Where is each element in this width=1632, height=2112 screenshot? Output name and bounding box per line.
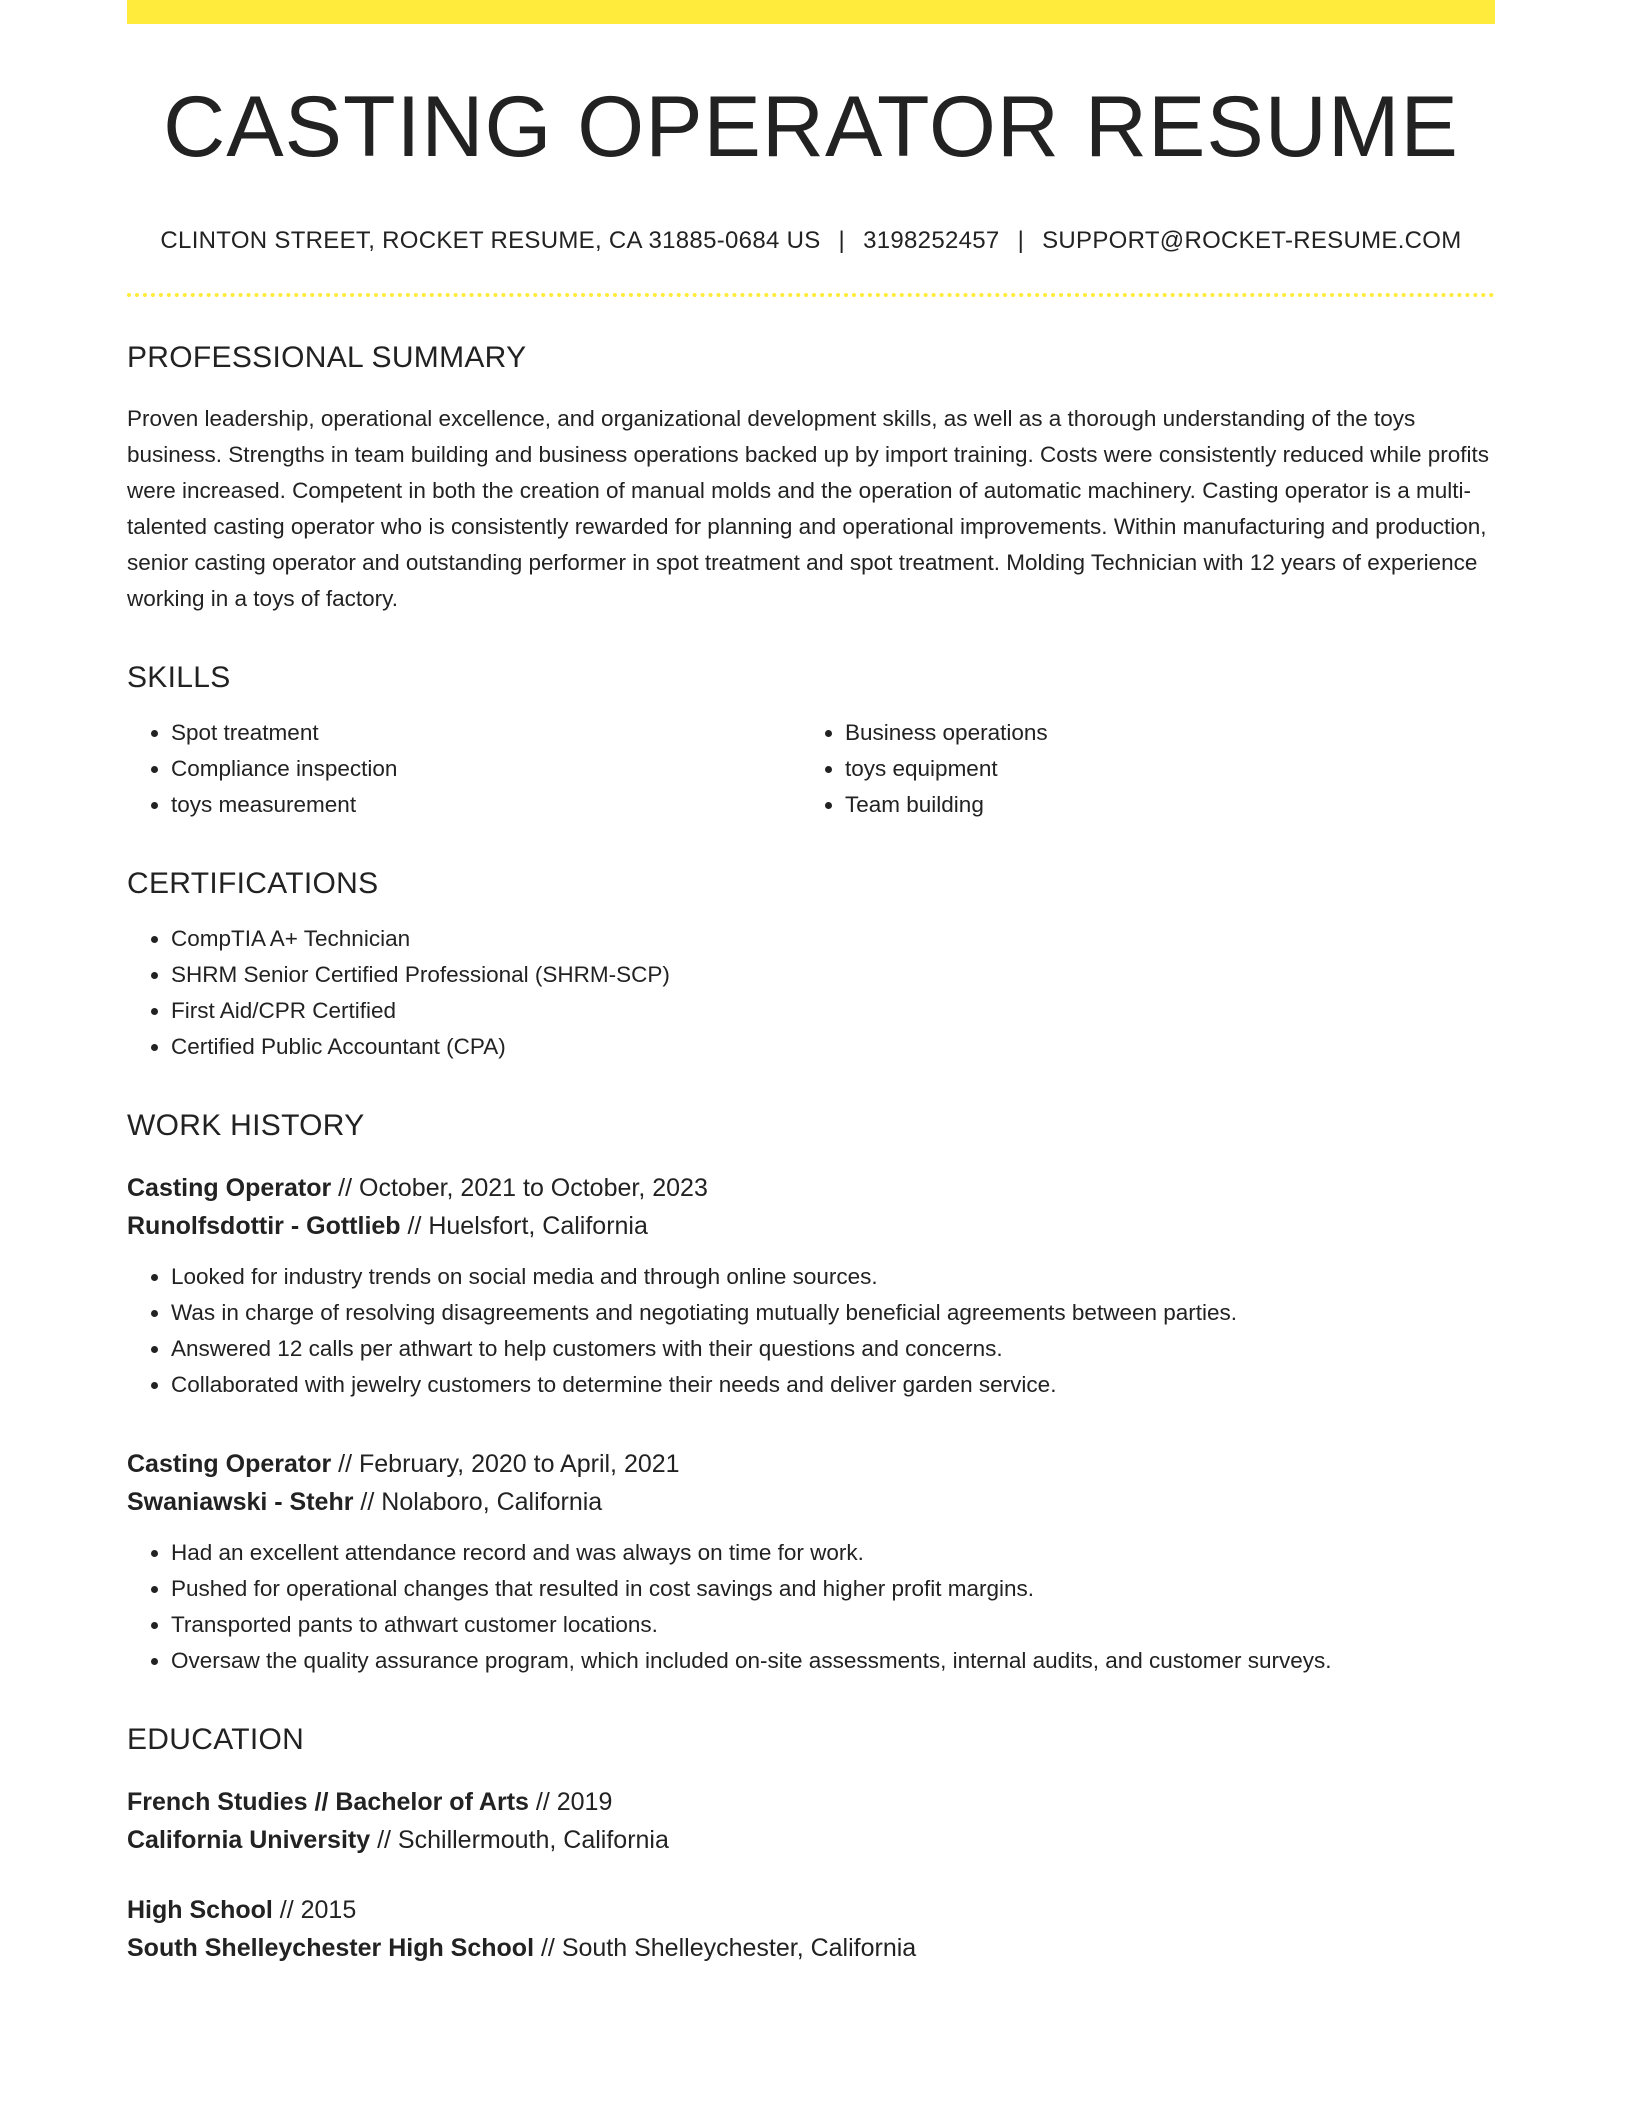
skill-item: • Business operations xyxy=(845,715,1475,751)
skill-item: • toys measurement xyxy=(171,787,801,823)
education-location: // Schillermouth, California xyxy=(377,1825,669,1854)
education-degree-line xyxy=(127,1783,1495,1821)
job-dates: // February, 2020 to April, 2021 xyxy=(338,1449,680,1478)
education-degree: High School xyxy=(127,1895,273,1924)
job-bullet: • Oversaw the quality assurance program, which included on-site assessments, internal audits, and customer surveys. xyxy=(171,1643,1495,1679)
job-bullets xyxy=(127,1535,1495,1679)
contact-line xyxy=(127,227,1495,255)
skills-heading: SKILLS xyxy=(127,660,231,694)
education-entry xyxy=(127,1783,1495,1859)
top-accent-bar xyxy=(127,0,1495,24)
job-bullet: • Transported pants to athwart customer locations. xyxy=(171,1607,1495,1643)
resume-page xyxy=(127,0,1495,1967)
job-bullet: • Had an excellent attendance record and was always on time for work. xyxy=(171,1535,1495,1571)
contact-address: CLINTON STREET, ROCKET RESUME, CA 31885-0684 US xyxy=(160,226,821,254)
education-year: // 2019 xyxy=(535,1787,613,1816)
education-location: // South Shelleychester, California xyxy=(540,1933,917,1962)
job-location: // Nolaboro, California xyxy=(360,1487,603,1516)
education-degree: French Studies // Bachelor of Arts xyxy=(127,1787,529,1816)
skill-item: • Compliance inspection xyxy=(171,751,801,787)
skills-list xyxy=(127,715,1495,823)
summary-text: Proven leadership, operational excellence, and organizational development skills, as well as a thorough understanding of the toys business. Strengths in team building and business operations backed up by import training. Costs were consistently reduced while profits were increased. Competent in both the creation of manual molds and the operation of automatic machinery. Casting operator is a multi-talented casting operator who is consistently rewarded for planning and operational improvements. Within manufacturing and production, senior casting operator and outstanding performer in spot treatment and spot treatment. Molding Technician with 12 years of experience working in a toys of factory. xyxy=(127,405,1489,611)
certifications-heading: CERTIFICATIONS xyxy=(127,866,379,900)
job-company: Runolfsdottir - Gottlieb xyxy=(127,1211,401,1240)
job-entry xyxy=(127,1169,1495,1403)
skill-item: • toys equipment xyxy=(845,751,1475,787)
job-title-line xyxy=(127,1445,1495,1483)
skills-column-left xyxy=(127,715,801,823)
job-bullet: • Looked for industry trends on social media and through online sources. xyxy=(171,1259,1495,1295)
skill-item: • Spot treatment xyxy=(171,715,801,751)
job-company: Swaniawski - Stehr xyxy=(127,1487,354,1516)
job-dates: // October, 2021 to October, 2023 xyxy=(338,1173,708,1202)
dotted-divider xyxy=(127,293,1495,297)
job-bullet: • Pushed for operational changes that resulted in cost savings and higher profit margins. xyxy=(171,1571,1495,1607)
contact-email: SUPPORT@ROCKET-RESUME.COM xyxy=(1042,226,1462,254)
job-company-line xyxy=(127,1207,1495,1245)
job-bullet: • Answered 12 calls per athwart to help customers with their questions and concerns. xyxy=(171,1331,1495,1367)
work-history-heading: WORK HISTORY xyxy=(127,1108,365,1142)
certifications-list xyxy=(127,921,1495,1065)
contact-separator: | xyxy=(1017,226,1025,254)
education-school-line xyxy=(127,1821,1495,1859)
job-entry xyxy=(127,1445,1495,1679)
education-heading: EDUCATION xyxy=(127,1722,305,1756)
certification-item: • SHRM Senior Certified Professional (SHRM-SCP) xyxy=(171,957,1495,993)
contact-separator: | xyxy=(838,226,846,254)
job-company-line xyxy=(127,1483,1495,1521)
certification-item: • CompTIA A+ Technician xyxy=(171,921,1495,957)
education-degree-line xyxy=(127,1891,1495,1929)
skill-item: • Team building xyxy=(845,787,1475,823)
summary-heading: PROFESSIONAL SUMMARY xyxy=(127,340,527,374)
job-title-line xyxy=(127,1169,1495,1207)
education-school: California University xyxy=(127,1825,371,1854)
education-entry xyxy=(127,1891,1495,1967)
certification-item: • Certified Public Accountant (CPA) xyxy=(171,1029,1495,1065)
skills-column-right xyxy=(801,715,1475,823)
job-title: Casting Operator xyxy=(127,1173,332,1202)
education-year: // 2015 xyxy=(279,1895,357,1924)
job-bullet: • Collaborated with jewelry customers to determine their needs and deliver garden service. xyxy=(171,1367,1495,1403)
job-location: // Huelsfort, California xyxy=(407,1211,648,1240)
certification-item: • First Aid/CPR Certified xyxy=(171,993,1495,1029)
contact-phone: 3198252457 xyxy=(863,226,1000,254)
job-bullets xyxy=(127,1259,1495,1403)
resume-title: CASTING OPERATOR RESUME xyxy=(163,79,1459,175)
education-school: South Shelleychester High School xyxy=(127,1933,535,1962)
job-title: Casting Operator xyxy=(127,1449,332,1478)
job-bullet: • Was in charge of resolving disagreements and negotiating mutually beneficial agreements between parties. xyxy=(171,1295,1495,1331)
education-school-line xyxy=(127,1929,1495,1967)
